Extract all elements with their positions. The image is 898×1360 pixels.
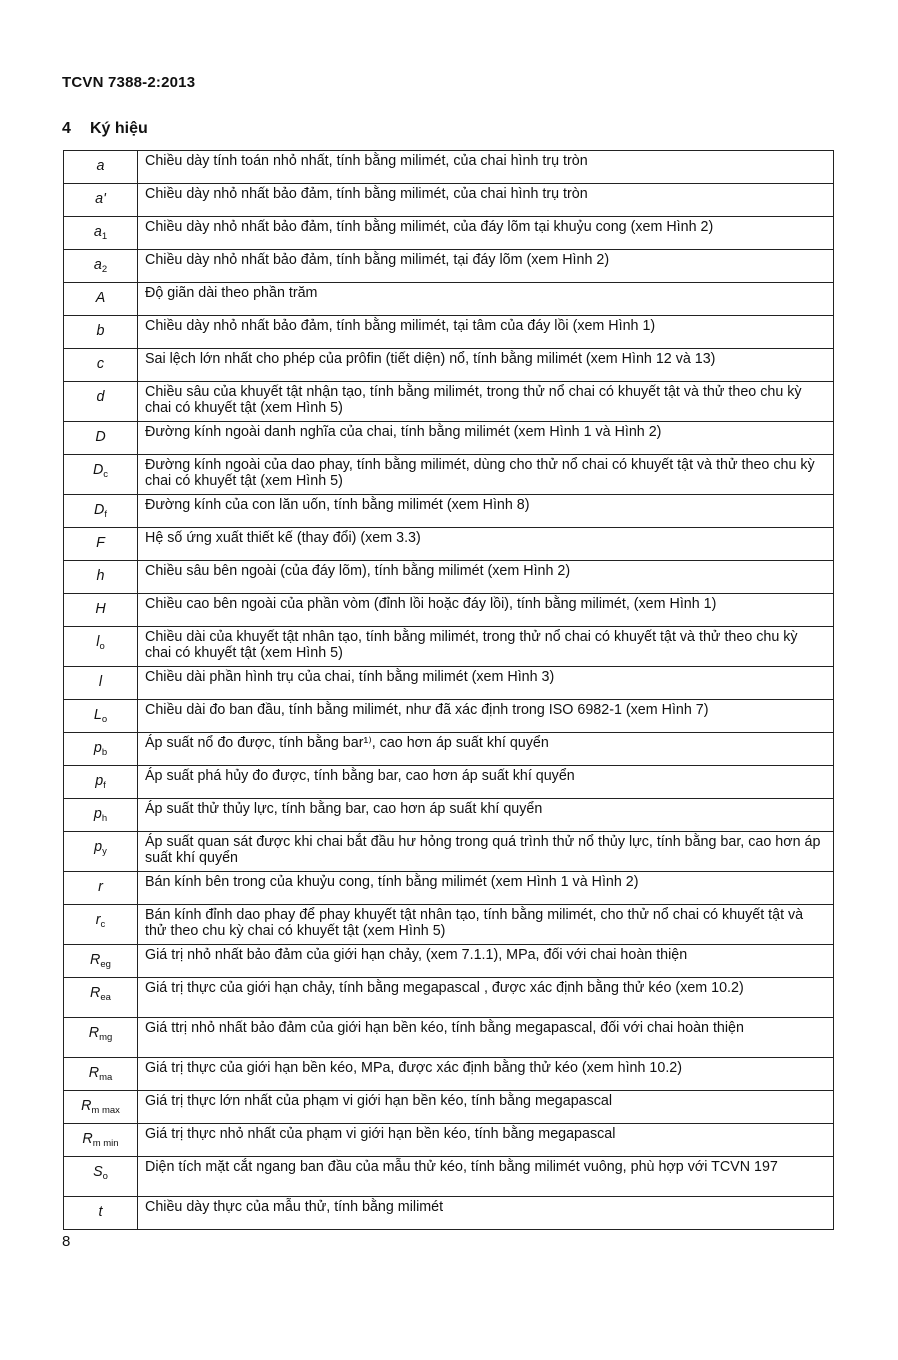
symbol-description: Chiều cao bên ngoài của phần vòm (đỉnh lồi hoặc đáy lồi), tính bằng milimét, (xem Hình 1) — [138, 594, 834, 627]
symbol-subscript: f — [104, 509, 107, 520]
symbol-row — [64, 422, 834, 455]
symbol-description: Áp suất quan sát được khi chai bắt đầu hư hỏng trong quá trình thử nổ thủy lực, tính bằng bar, cao hơn áp suất khí quyển — [138, 832, 834, 872]
symbol-row — [64, 872, 834, 905]
symbol-cell — [64, 700, 138, 733]
symbol-cell — [64, 627, 138, 667]
symbol-row — [64, 316, 834, 349]
symbols-table-body — [64, 151, 834, 1230]
symbol-text: l — [98, 674, 103, 690]
symbol-text: r — [98, 879, 103, 895]
symbol-row — [64, 1058, 834, 1091]
symbol-description: Chiều sâu của khuyết tật nhận tạo, tính bằng milimét, trong thử nổ chai có khuyết tật và thử theo chu kỳ chai có khuyết tật (xem Hình 5) — [138, 382, 834, 422]
symbol-description: Hệ số ứng xuất thiết kế (thay đổi) (xem 3.3) — [138, 528, 834, 561]
symbol-cell — [64, 455, 138, 495]
symbol-row — [64, 283, 834, 316]
symbol-description: Chiều dày nhỏ nhất bảo đảm, tính bằng milimét, của đáy lõm tại khuỷu cong (xem Hình 2) — [138, 217, 834, 250]
symbol-cell — [64, 349, 138, 382]
symbol-description: Chiều dài đo ban đầu, tính bằng milimét, như đã xác định trong ISO 6982-1 (xem Hình 7) — [138, 700, 834, 733]
symbol-text: r — [95, 912, 101, 928]
symbol-row — [64, 978, 834, 1018]
symbol-description: Chiều dài của khuyết tật nhân tạo, tính bằng milimét, trong thử nổ chai có khuyết tật và thử theo chu kỳ chai có khuyết tật (xem Hình 5) — [138, 627, 834, 667]
symbol-row — [64, 945, 834, 978]
symbol-row — [64, 766, 834, 799]
symbol-cell — [64, 1091, 138, 1124]
symbol-text: c — [96, 356, 105, 372]
symbol-row — [64, 495, 834, 528]
symbol-subscript: ma — [99, 1072, 113, 1083]
symbol-text: a' — [95, 191, 106, 207]
symbol-description: Áp suất nổ đo được, tính bằng bar¹⁾, cao hơn áp suất khí quyển — [138, 733, 834, 766]
symbol-description: Chiều dài phần hình trụ của chai, tính bằng milimét (xem Hình 3) — [138, 667, 834, 700]
symbol-text: a — [93, 257, 102, 273]
symbol-description: Độ giãn dài theo phần trăm — [138, 283, 834, 316]
symbol-subscript: b — [101, 747, 108, 758]
symbol-description: Đường kính ngoài của dao phay, tính bằng milimét, dùng cho thử nổ chai có khuyết tật và thử theo chu kỳ chai có khuyết tật (xem Hình 5) — [138, 455, 834, 495]
symbol-description: Giá trị thực của giới hạn chảy, tính bằng megapascal , được xác định bằng thử kéo (xem 10.2) — [138, 978, 834, 1018]
symbol-cell — [64, 316, 138, 349]
symbol-subscript: o — [102, 1171, 108, 1182]
symbol-row — [64, 151, 834, 184]
symbol-row — [64, 594, 834, 627]
symbol-row — [64, 667, 834, 700]
symbol-cell — [64, 422, 138, 455]
symbol-cell — [64, 151, 138, 184]
symbol-description: Giá trị thực lớn nhất của phạm vi giới hạn bền kéo, tính bằng megapascal — [138, 1091, 834, 1124]
page-number: 8 — [62, 1233, 71, 1250]
symbol-cell — [64, 799, 138, 832]
symbol-row — [64, 832, 834, 872]
symbol-text: D — [95, 429, 106, 445]
symbol-subscript: m max — [91, 1105, 120, 1116]
symbol-text: R — [90, 985, 101, 1001]
symbol-description: Chiều sâu bên ngoài (của đáy lõm), tính bằng milimét (xem Hình 2) — [138, 561, 834, 594]
symbol-description: Chiều dày nhỏ nhất bảo đảm, tính bằng milimét, tại tâm của đáy lồi (xem Hình 1) — [138, 316, 834, 349]
symbol-subscript: o — [99, 641, 105, 652]
section-heading — [62, 120, 148, 138]
symbol-text: p — [95, 773, 104, 789]
symbol-text: L — [93, 707, 102, 723]
symbol-subscript: 1 — [101, 231, 108, 242]
symbol-subscript: m min — [92, 1138, 119, 1149]
symbol-text: S — [93, 1164, 103, 1180]
symbol-cell — [64, 872, 138, 905]
symbol-text: t — [98, 1204, 103, 1220]
symbol-cell — [64, 561, 138, 594]
symbol-cell — [64, 1018, 138, 1058]
symbol-description: Sai lệch lớn nhất cho phép của prôfin (tiết diện) nổ, tính bằng milimét (xem Hình 12 và 13) — [138, 349, 834, 382]
symbol-subscript: eg — [100, 959, 111, 970]
symbol-subscript: c — [103, 469, 109, 480]
symbol-text: D — [94, 502, 105, 518]
symbol-description: Diện tích mặt cắt ngang ban đầu của mẫu thử kéo, tính bằng milimét vuông, phù hợp với TCVN 197 — [138, 1157, 834, 1197]
symbol-row — [64, 184, 834, 217]
symbol-cell — [64, 832, 138, 872]
symbol-row — [64, 250, 834, 283]
symbol-cell — [64, 594, 138, 627]
symbol-cell — [64, 667, 138, 700]
symbol-cell — [64, 945, 138, 978]
section-title: Ký hiệu — [90, 120, 148, 137]
symbol-description: Áp suất phá hủy đo được, tính bằng bar, cao hơn áp suất khí quyển — [138, 766, 834, 799]
symbol-row — [64, 382, 834, 422]
symbol-subscript: ea — [100, 992, 111, 1003]
symbol-description: Chiều dày nhỏ nhất bảo đảm, tính bằng milimét, tại đáy lõm (xem Hình 2) — [138, 250, 834, 283]
symbol-text: A — [95, 290, 106, 306]
symbol-cell — [64, 978, 138, 1018]
symbol-text: R — [88, 1025, 100, 1041]
symbol-description: Bán kính đỉnh dao phay để phay khuyết tật nhân tạo, tính bằng milimét, cho thử nổ chai có khuyết tật và thử theo chu kỳ chai có khuyết tật (xem Hình 5) — [138, 905, 834, 945]
symbol-cell — [64, 283, 138, 316]
symbol-row — [64, 905, 834, 945]
symbol-row — [64, 627, 834, 667]
symbol-subscript: c — [100, 919, 106, 930]
symbol-text: D — [92, 462, 104, 478]
symbol-cell — [64, 1197, 138, 1230]
symbol-subscript: y — [102, 846, 107, 857]
symbol-cell — [64, 1124, 138, 1157]
symbol-text: R — [90, 952, 101, 968]
symbol-text: H — [95, 601, 106, 617]
document-code: TCVN 7388-2:2013 — [62, 74, 196, 91]
symbol-description: Áp suất thử thủy lực, tính bằng bar, cao hơn áp suất khí quyển — [138, 799, 834, 832]
symbol-row — [64, 1197, 834, 1230]
symbol-text: R — [82, 1131, 93, 1147]
symbol-description: Giá ttrị nhỏ nhất bảo đảm của giới hạn bền kéo, tính bằng megapascal, đối với chai hoàn thiện — [138, 1018, 834, 1058]
symbol-text: R — [81, 1098, 92, 1114]
symbol-row — [64, 799, 834, 832]
symbol-text: p — [93, 806, 102, 822]
symbol-text: d — [96, 389, 105, 405]
symbol-row — [64, 349, 834, 382]
symbol-description: Đường kính ngoài danh nghĩa của chai, tính bằng milimét (xem Hình 1 và Hình 2) — [138, 422, 834, 455]
symbol-text: p — [94, 839, 103, 855]
symbol-subscript: o — [101, 714, 108, 725]
symbols-table — [63, 150, 834, 1230]
symbol-cell — [64, 495, 138, 528]
symbol-description: Đường kính của con lăn uốn, tính bằng milimét (xem Hình 8) — [138, 495, 834, 528]
symbol-text: h — [96, 568, 105, 584]
symbol-description: Chiều dày tính toán nhỏ nhất, tính bằng milimét, của chai hình trụ tròn — [138, 151, 834, 184]
symbol-description: Giá trị nhỏ nhất bảo đảm của giới hạn chảy, (xem 7.1.1), MPa, đối với chai hoàn thiện — [138, 945, 834, 978]
symbol-text: p — [93, 740, 102, 756]
symbol-row — [64, 561, 834, 594]
symbol-text: a — [96, 158, 105, 174]
symbol-description: Giá trị thực của giới hạn bền kéo, MPa, được xác định bằng thử kéo (xem hình 10.2) — [138, 1058, 834, 1091]
symbol-row — [64, 455, 834, 495]
symbol-cell — [64, 217, 138, 250]
symbol-subscript: f — [103, 780, 106, 791]
symbol-cell — [64, 1058, 138, 1091]
symbol-description: Giá trị thực nhỏ nhất của phạm vi giới hạn bền kéo, tính bằng megapascal — [138, 1124, 834, 1157]
symbol-row — [64, 528, 834, 561]
symbol-cell — [64, 528, 138, 561]
symbol-text: F — [96, 535, 105, 551]
symbol-cell — [64, 733, 138, 766]
symbol-row — [64, 217, 834, 250]
symbol-row — [64, 700, 834, 733]
symbol-row — [64, 1091, 834, 1124]
symbol-row — [64, 1157, 834, 1197]
symbol-row — [64, 1018, 834, 1058]
symbol-subscript: h — [101, 813, 108, 824]
symbol-text: l — [96, 634, 100, 650]
symbol-row — [64, 1124, 834, 1157]
symbol-text: a — [93, 224, 102, 240]
symbol-row — [64, 733, 834, 766]
symbol-cell — [64, 184, 138, 217]
section-number: 4 — [62, 120, 71, 137]
symbol-text: b — [96, 323, 105, 339]
symbol-subscript: 2 — [101, 264, 108, 275]
symbol-description: Chiều dày thực của mẫu thử, tính bằng milimét — [138, 1197, 834, 1230]
symbol-subscript: mg — [99, 1032, 113, 1043]
symbol-cell — [64, 250, 138, 283]
symbol-text: R — [88, 1065, 100, 1081]
symbol-cell — [64, 382, 138, 422]
symbol-description: Chiều dày nhỏ nhất bảo đảm, tính bằng milimét, của chai hình trụ tròn — [138, 184, 834, 217]
symbol-cell — [64, 766, 138, 799]
symbol-cell — [64, 1157, 138, 1197]
symbol-description: Bán kính bên trong của khuỷu cong, tính bằng milimét (xem Hình 1 và Hình 2) — [138, 872, 834, 905]
symbol-cell — [64, 905, 138, 945]
